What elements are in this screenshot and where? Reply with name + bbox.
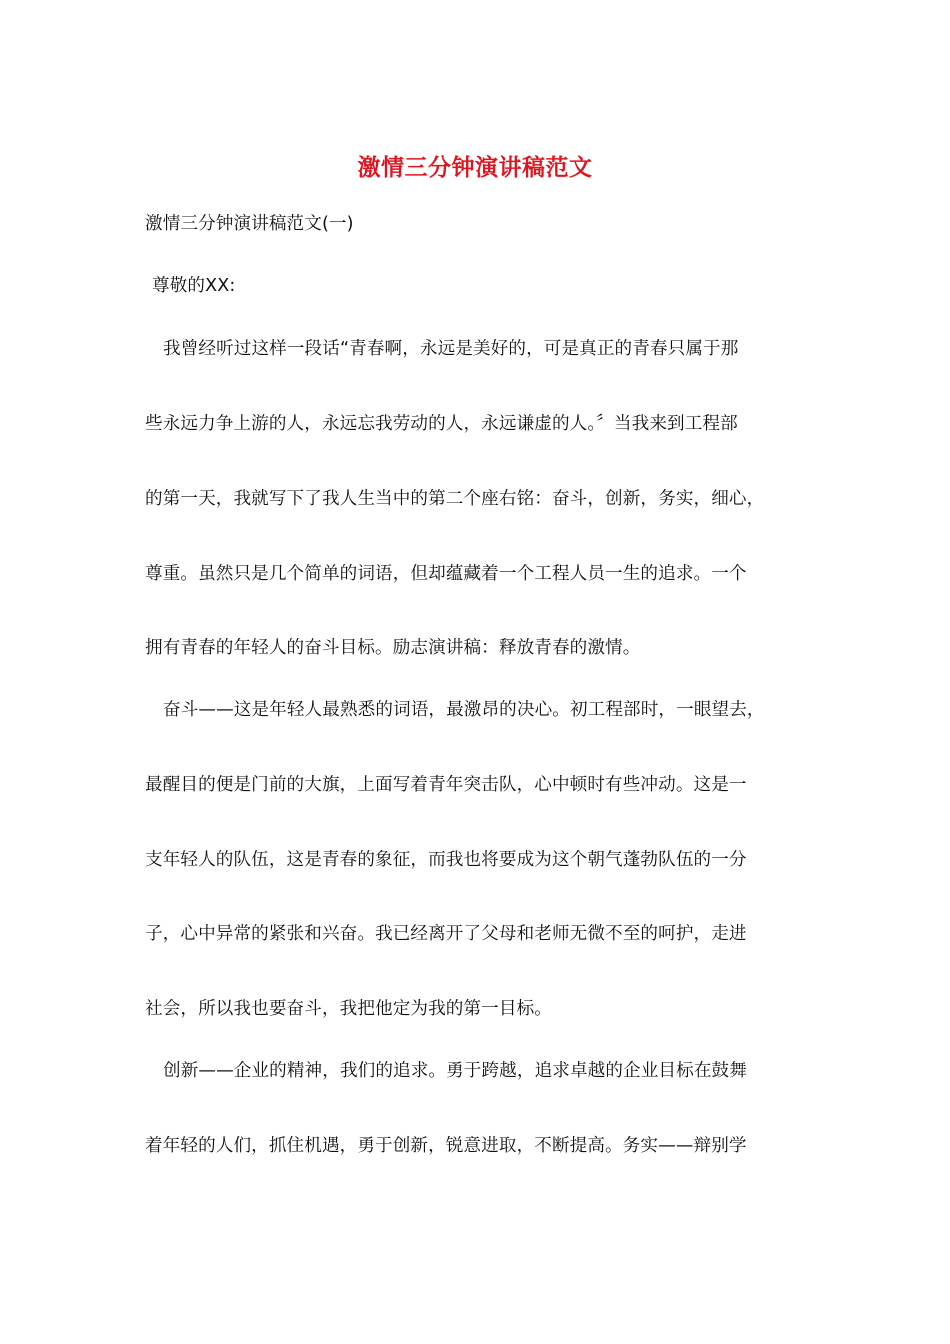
paragraph-line: 的第一天，我就写下了我人生当中的第二个座右铭：奋斗，创新，务实，细心， [145,489,765,509]
paragraph-line: 支年轻人的队伍，这是青春的象征，而我也将要成为这个朝气蓬勃队伍的一分 [145,850,747,870]
paragraph-line: 着年轻的人们，抓住机遇，勇于创新，锐意进取，不断提高。务实——辩别学 [145,1136,747,1156]
paragraph-line: 些永远力争上游的人，永远忘我劳动的人，永远谦虚的人。〞当我来到工程部 [145,414,738,434]
paragraph-line: 子，心中异常的紧张和兴奋。我已经离开了父母和老师无微不至的呵护，走进 [145,924,747,944]
salutation: 尊敬的XX: [152,276,236,296]
section-heading: 激情三分钟演讲稿范文(一) [145,214,354,234]
paragraph-line: 尊重。虽然只是几个简单的词语，但却蕴藏着一个工程人员一生的追求。一个 [145,564,747,584]
paragraph-line: 拥有青春的年轻人的奋斗目标。励志演讲稿：释放青春的激情。 [145,638,641,658]
paragraph-line: 最醒目的便是门前的大旗，上面写着青年突击队，心中顿时有些冲动。这是一 [145,775,747,795]
paragraph-line: 奋斗——这是年轻人最熟悉的词语，最激昂的决心。初工程部时，一眼望去， [163,700,765,720]
paragraph-line: 我曾经听过这样一段话“青春啊，永远是美好的，可是真正的青春只属于那 [163,339,739,359]
paragraph-line: 社会，所以我也要奋斗，我把他定为我的第一目标。 [145,999,552,1019]
paragraph-line: 创新——企业的精神，我们的追求。勇于跨越，追求卓越的企业目标在鼓舞 [163,1061,747,1081]
document-title: 激情三分钟演讲稿范文 [357,154,593,181]
